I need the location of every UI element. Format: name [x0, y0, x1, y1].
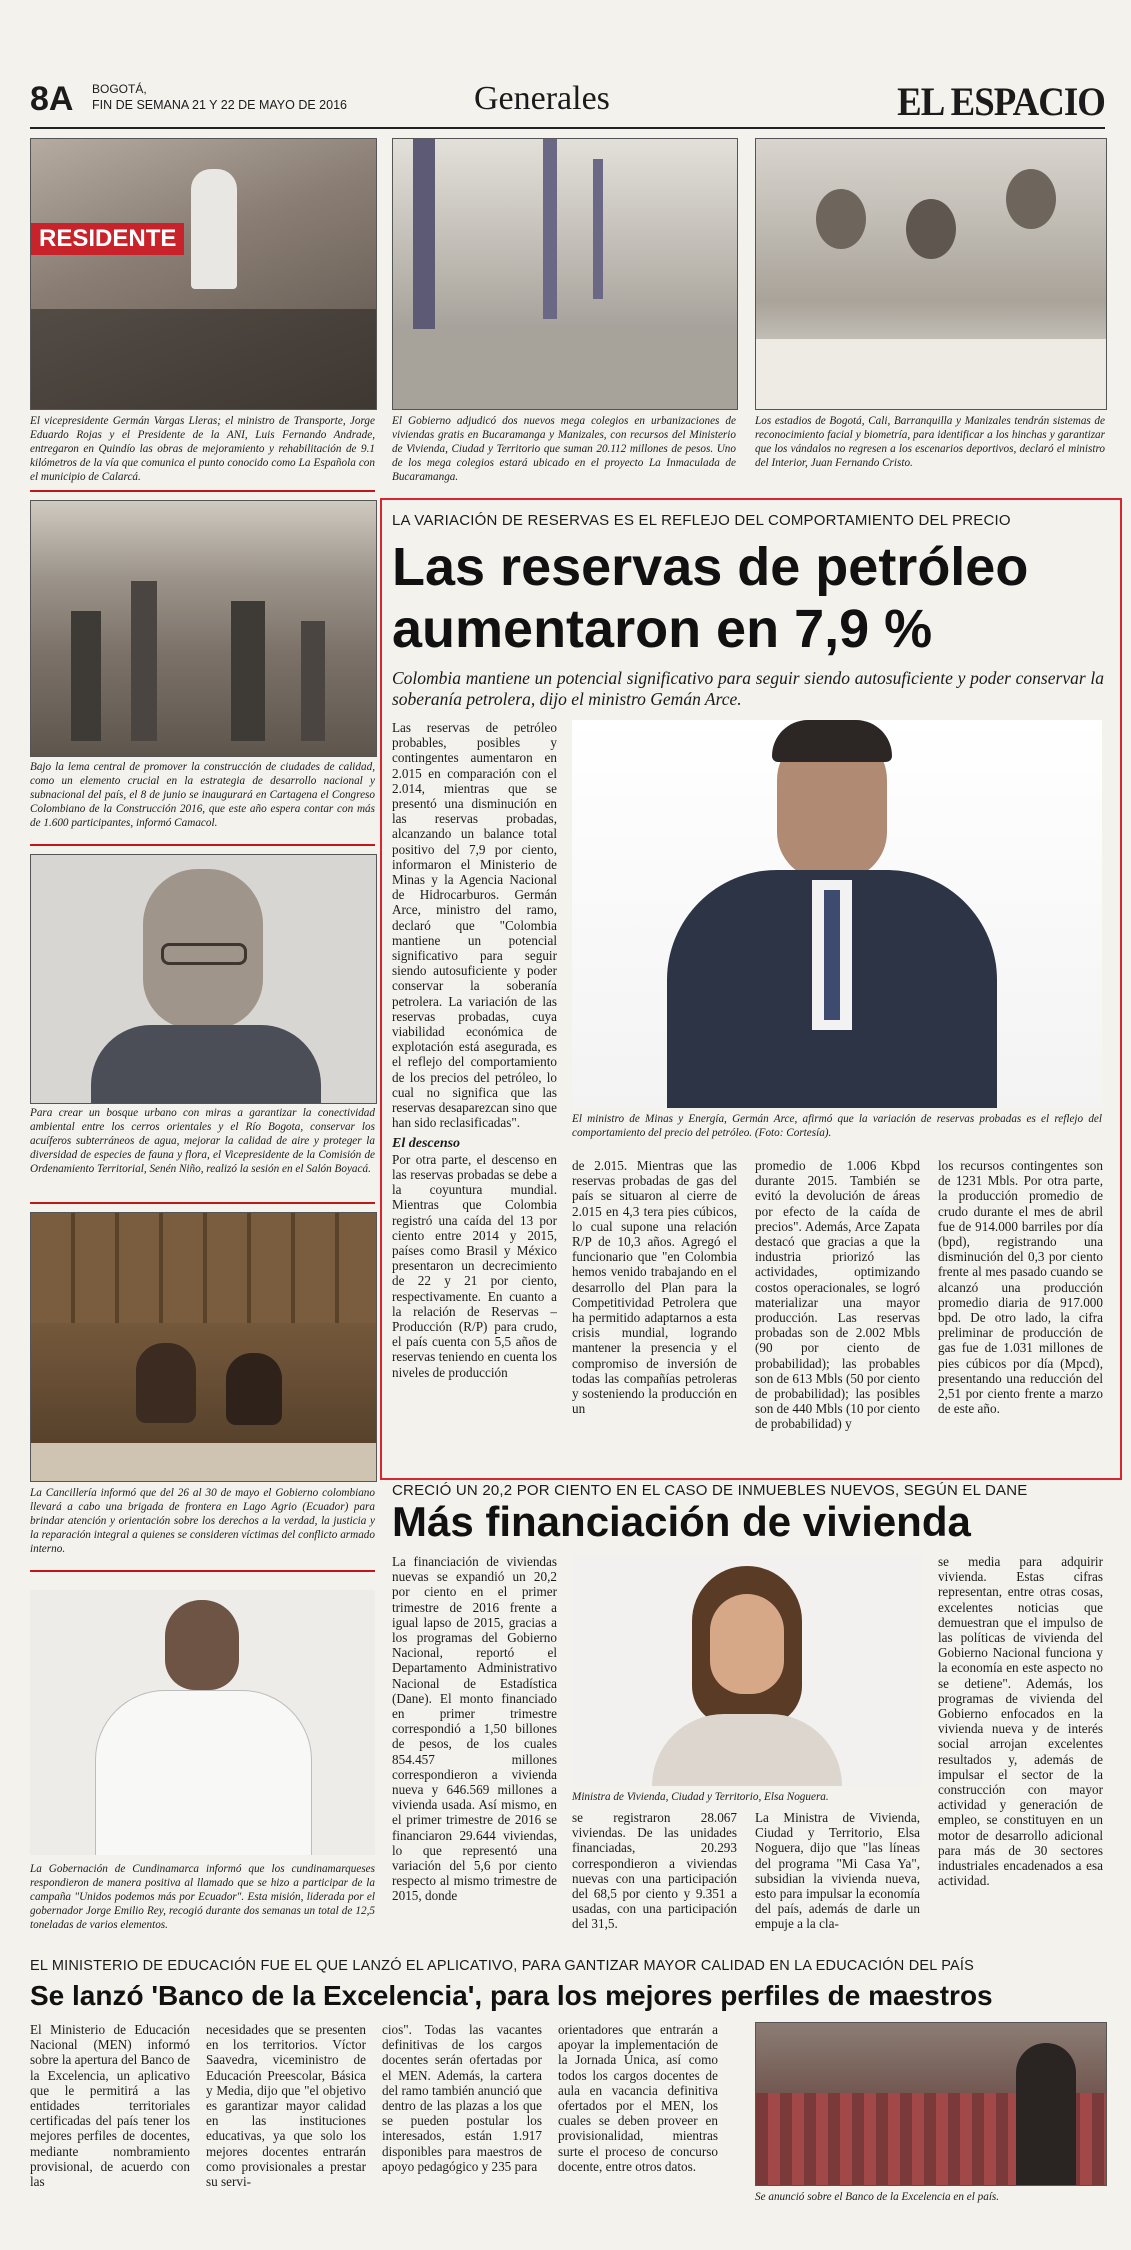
- oil-column-4: los recursos contingentes son de 1231 Mbls. Por otra parte, la producción promedio de crudo durante el mes de abril fue de 914.000 barriles por día (bpd), registrando una disminución del 0,3 por ciento frente al mes pasado cuando se alcanzó una producción promedio diaria de 917.000 bpd. De otro lado, la cifra preliminar de producción de gas fue de 1.031 millones de pies cúbicos por día (Mpcd), presentando una reducción del 2,51 por ciento frente a marzo de este año.: [938, 1158, 1103, 1417]
- oil-column-1-text: Las reservas de petróleo probables, posibles y contingentes aumentaron en 2.015 en comparación con el 2.014, mientras que se presentó una disminución en las reservas probadas, alcanzando un balance total positivo del 7,9 por ciento, informaron el Ministerio de Minas y la Agencia Nacional de Hidrocarburos. Germán Arce, ministro del ramo, declaró que "Colombia mantiene un potencial significativo para seguir siendo autosuficiente y poder conservar la soberanía petrolera. La variación de las reservas probadas, cuya viabilidad económica de explotación está asegurada, es el reflejo del comportamiento de los precios del petróleo, lo cual no significa que las reservas desaparezcan sino que han sido reclasificadas".: [392, 720, 557, 1131]
- section-title: Generales: [474, 80, 610, 117]
- oil-headline-line1: Las reservas de petróleo: [392, 537, 1029, 597]
- oil-kicker: LA VARIACIÓN DE RESERVAS ES EL REFLEJO DEL COMPORTAMIENTO DEL PRECIO: [392, 512, 1011, 529]
- caption-banco-excelencia: Se anunció sobre el Banco de la Excelencia en el país.: [755, 2191, 1000, 2203]
- caption-vicepresident: El vicepresidente Germán Vargas Lleras; el ministro de Transporte, Jorge Eduardo Rojas y el Presidente de la ANI, Luis Fernando Andrade, entregaron en Quindío las obras de mejoramiento y rehabilitación de 9.1 kilómetros de la vía que comunica el punto conocido como La Española con el municipio de Calarcá.: [30, 415, 375, 483]
- photo-elsa-noguera: [572, 1554, 922, 1786]
- masthead: EL ESPACIO: [897, 79, 1105, 124]
- page-number: 8A: [30, 80, 74, 118]
- caption-mega-colegios: El Gobierno adjudicó dos nuevos mega colegios en urbanizaciones de viviendas gratis en Bucaramanga y Manizales, con recursos del Ministerio de Vivienda, Ciudad y Territorio que suman 20.112 millones de pesos. Uno de los mega colegios estará ubicado en el proyecto La Inmaculada de Bucaramanga.: [392, 415, 736, 483]
- caption-cancilleria: La Cancillería informó que del 26 al 30 de mayo el Gobierno colombiano llevará a cabo una brigada de frontera en Lago Agrio (Ecuador) para brindar atención y orientación sobre los derechos a la verdad, la justicia y la reparación integral a quienes se consideren víctimas del conflicto armado interno.: [30, 1487, 375, 1555]
- photo-german-arce: [572, 720, 1102, 1108]
- oil-deck: Colombia mantiene un potencial significativo para seguir siendo autosuficiente y poder conservar la soberanía petrolera, dijo el ministro Gemán Arce.: [392, 668, 1104, 709]
- oil-subhead: El descenso: [392, 1136, 461, 1152]
- header-city: BOGOTÁ,: [92, 82, 147, 96]
- oil-column-1b-text: Por otra parte, el descenso en las reservas probadas se debe a la coyuntura mundial. Mientras que Colombia registró una caída del 13 por ciento entre 2014 y 2015, países como Brasil y México presentaron un decrecimiento de 22 y 21 por ciento, respectivamente. En cuanto a la relación de Reservas – Producción (R/P) para crudo, el país cuenta con 5,5 años de reservas teniendo en cuenta los niveles de producción: [392, 1151, 557, 1380]
- header-date: FIN DE SEMANA 21 Y 22 DE MAYO DE 2016: [92, 98, 347, 112]
- photo-estadios: [755, 138, 1107, 410]
- housing-column-4: se media para adquirir vivienda. Estas cifras representan, entre otras cosas, excelentes noticias que demuestran que el impulso de las políticas de vivienda del Gobierno Nacional funciona y la economía en este aspecto no se detiene". Además, los programas de vivienda del Gobierno enfocados en la vivienda nueva y de interés social arrojan excelentes resultados y, además de impulsar el sector de la construcción con mayor actividad y generación de empleo, se constituyen en un motor de desarrollo adicional para más de 30 sectores industriales encadenados a esa actividad.: [938, 1554, 1103, 1889]
- oil-column-2: de 2.015. Mientras que las reservas probadas de gas del país se situaron al cierre de 2.015 en 4,3 tera pies cúbicos, lo cual supone una relación R/P de 10,3 años. Agregó el funcionario que "en Colombia hemos venido trabajando en el desarrollo del Plan para la Competitividad Petrolera que ha permitido adaptarnos a esta crisis mundial, logrando mantener la presencia y el compromiso de inversión de todas las compañías petroleras y sosteniendo la producción en un: [572, 1158, 737, 1417]
- oil-column-3: promedio de 1.006 Kbpd durante 2015. También se evitó la devolución de áreas por efecto de la caída de precios". Además, Arce Zapata destacó que gracias a que la industria priorizó las actividades, optimizando costos operacionales, se logró materializar una mayor producción. Las reservas probadas son de 2.002 Mbls (90 por ciento de probabilidad); las probables son de 613 Mbls (50 por ciento de probabilidad); las posibles son de 440 Mbls (10 por ciento de probabilidad) y: [755, 1158, 920, 1432]
- photo-gobernacion: [30, 1590, 375, 1855]
- housing-headline: Más financiación de vivienda: [392, 1498, 971, 1545]
- caption-cundinamarca: La Gobernación de Cundinamarca informó que los cundinamarqueses respondieron de manera positiva al llamado que se hizo a participar de la campaña "Unidos podemos más por Ecuador". Esta misión, liderada por el gobernador Jorge Emilio Rey, recogió durante dos semanas un total de 12,5 toneladas de varios elementos.: [30, 1863, 375, 1931]
- page-header: [30, 78, 1105, 126]
- housing-column-2: se registraron 28.067 viviendas. De las unidades financiadas, 20.293 correspondieron a viviendas nuevas con una participación del 68,5 por ciento y 9.351 a usadas, con una participación del 31,5.: [572, 1810, 737, 1932]
- photo-vicepresident: [30, 138, 377, 410]
- separator-left-3: [30, 1570, 375, 1572]
- caption-elsa-noguera: Ministra de Vivienda, Ciudad y Territorio, Elsa Noguera.: [572, 1791, 829, 1803]
- housing-kicker: CRECIÓ UN 20,2 POR CIENTO EN EL CASO DE INMUEBLES NUEVOS, SEGÚN EL DANE: [392, 1482, 1028, 1499]
- education-column-4: orientadores que entrarán a apoyar la implementación de la Jornada Única, así como todos los cargos docentes de aula en vacancia definitiva ofertados por el MEN, los cuales se deben proveer en provisionalidad, mientras surte el proceso de concurso docente, entre otros datos.: [558, 2022, 718, 2174]
- caption-german-arce: El ministro de Minas y Energía, Germán Arce, afirmó que la variación de reservas probadas es el reflejo del comportamiento del precio del petróleo. (Foto: Cortesía).: [572, 1113, 1102, 1139]
- housing-column-3: La Ministra de Vivienda, Ciudad y Territorio, Elsa Noguera, dijo que "las líneas del programa "Mi Casa Ya", subsidian la vivienda nueva, esto para impulsar la economía del país, además de darle un empuje a la cla-: [755, 1810, 920, 1932]
- photo-cancilleria: [30, 1212, 377, 1482]
- caption-estadios: Los estadios de Bogotá, Cali, Barranquilla y Manizales tendrán sistemas de reconocimiento facial y biometría, para identificar a los hinchas y garantizar que los vándalos no regresen a los escenarios deportivos, declaró el ministro del Interior, Juan Fernando Cristo.: [755, 415, 1105, 469]
- education-column-1: El Ministerio de Educación Nacional (MEN) informó sobre la apertura del Banco de la Excelencia, un aplicativo que le permitirá a las entidades territoriales certificadas del país tener los mejores perfiles de docentes, mediante nombramiento provisional, de acuerdo con las: [30, 2022, 191, 2190]
- education-column-3: cios". Todas las vacantes definitivas de los cargos docentes serán ofertadas por el MEN. Además, la cartera del ramo también anunció que dentro de las plazas a los que se pueden postular los interesados, están 1.917 disponibles para maestros de apoyo pedagógico y 235 para: [382, 2022, 542, 2174]
- education-headline: Se lanzó 'Banco de la Excelencia', para los mejores perfiles de maestros: [30, 1980, 993, 2011]
- sign-presidente: RESIDENTE: [31, 223, 184, 255]
- header-rule: [30, 127, 1105, 129]
- photo-mega-colegios: [392, 138, 738, 410]
- oil-column-1: [392, 720, 557, 1380]
- caption-construccion: Bajo la lema central de promover la construcción de ciudades de calidad, como un elemento crucial en la estrategia de desarrollo nacional y subnacional del país, el 8 de junio se inaugurará en Cartagena el Congreso Colombiano de la Construcción 2016, que este año espera contar con más de 1.600 participantes, informó Camacol.: [30, 761, 375, 829]
- education-column-2: necesidades que se presenten en los territorios. Víctor Saavedra, viceministro de Educación Preescolar, Básica y Media, dijo que "el objetivo es garantizar mayor calidad en las instituciones educativas, ya que solo los mejores docentes entrarán como provisionales a prestar su servi-: [206, 2022, 366, 2190]
- separator-top: [30, 490, 375, 492]
- education-kicker: EL MINISTERIO DE EDUCACIÓN FUE EL QUE LANZÓ EL APLICATIVO, PARA GANTIZAR MAYOR CALIDAD EN LA EDUCACIÓN DEL PAÍS: [30, 1958, 974, 1974]
- separator-left-1: [30, 844, 375, 846]
- photo-banco-excelencia: [755, 2022, 1107, 2186]
- housing-column-1: La financiación de viviendas nuevas se expandió un 20,2 por ciento en el primer trimestre de 2016 frente a igual lapso de 2015, gracias a los programas del Gobierno Nacional, reportó el Departamento Administrativo Nacional de Estadística (Dane). El monto financiado en primer trimestre correspondió a 1,50 billones de pesos, de los cuales 854.457 millones correspondieron a vivienda nueva y 646.569 millones a vivienda usada. Así mismo, en el primer trimestre de 2016 se financiaron 29.644 viviendas, lo que representó una variación del 5,6 por ciento respecto al mismo trimestre de 2015, donde: [392, 1554, 557, 1904]
- photo-senen-nino: [30, 854, 377, 1104]
- caption-bosque-urbano: Para crear un bosque urbano con miras a garantizar la conectividad ambiental entre los cerros orientales y el Río Bogota, conservar los acuíferos subterráneos de agua, mejorar la calidad de aire y proteger la diversidad de especies de fauna y flora, el Vicepresidente de la Comisión de Ordenamiento Territorial, Senén Niño, realizó la sesión en el Salón Boyacá.: [30, 1107, 375, 1175]
- photo-city: [30, 500, 377, 757]
- oil-headline-line2: aumentaron en 7,9 %: [392, 599, 933, 659]
- separator-left-2: [30, 1202, 375, 1204]
